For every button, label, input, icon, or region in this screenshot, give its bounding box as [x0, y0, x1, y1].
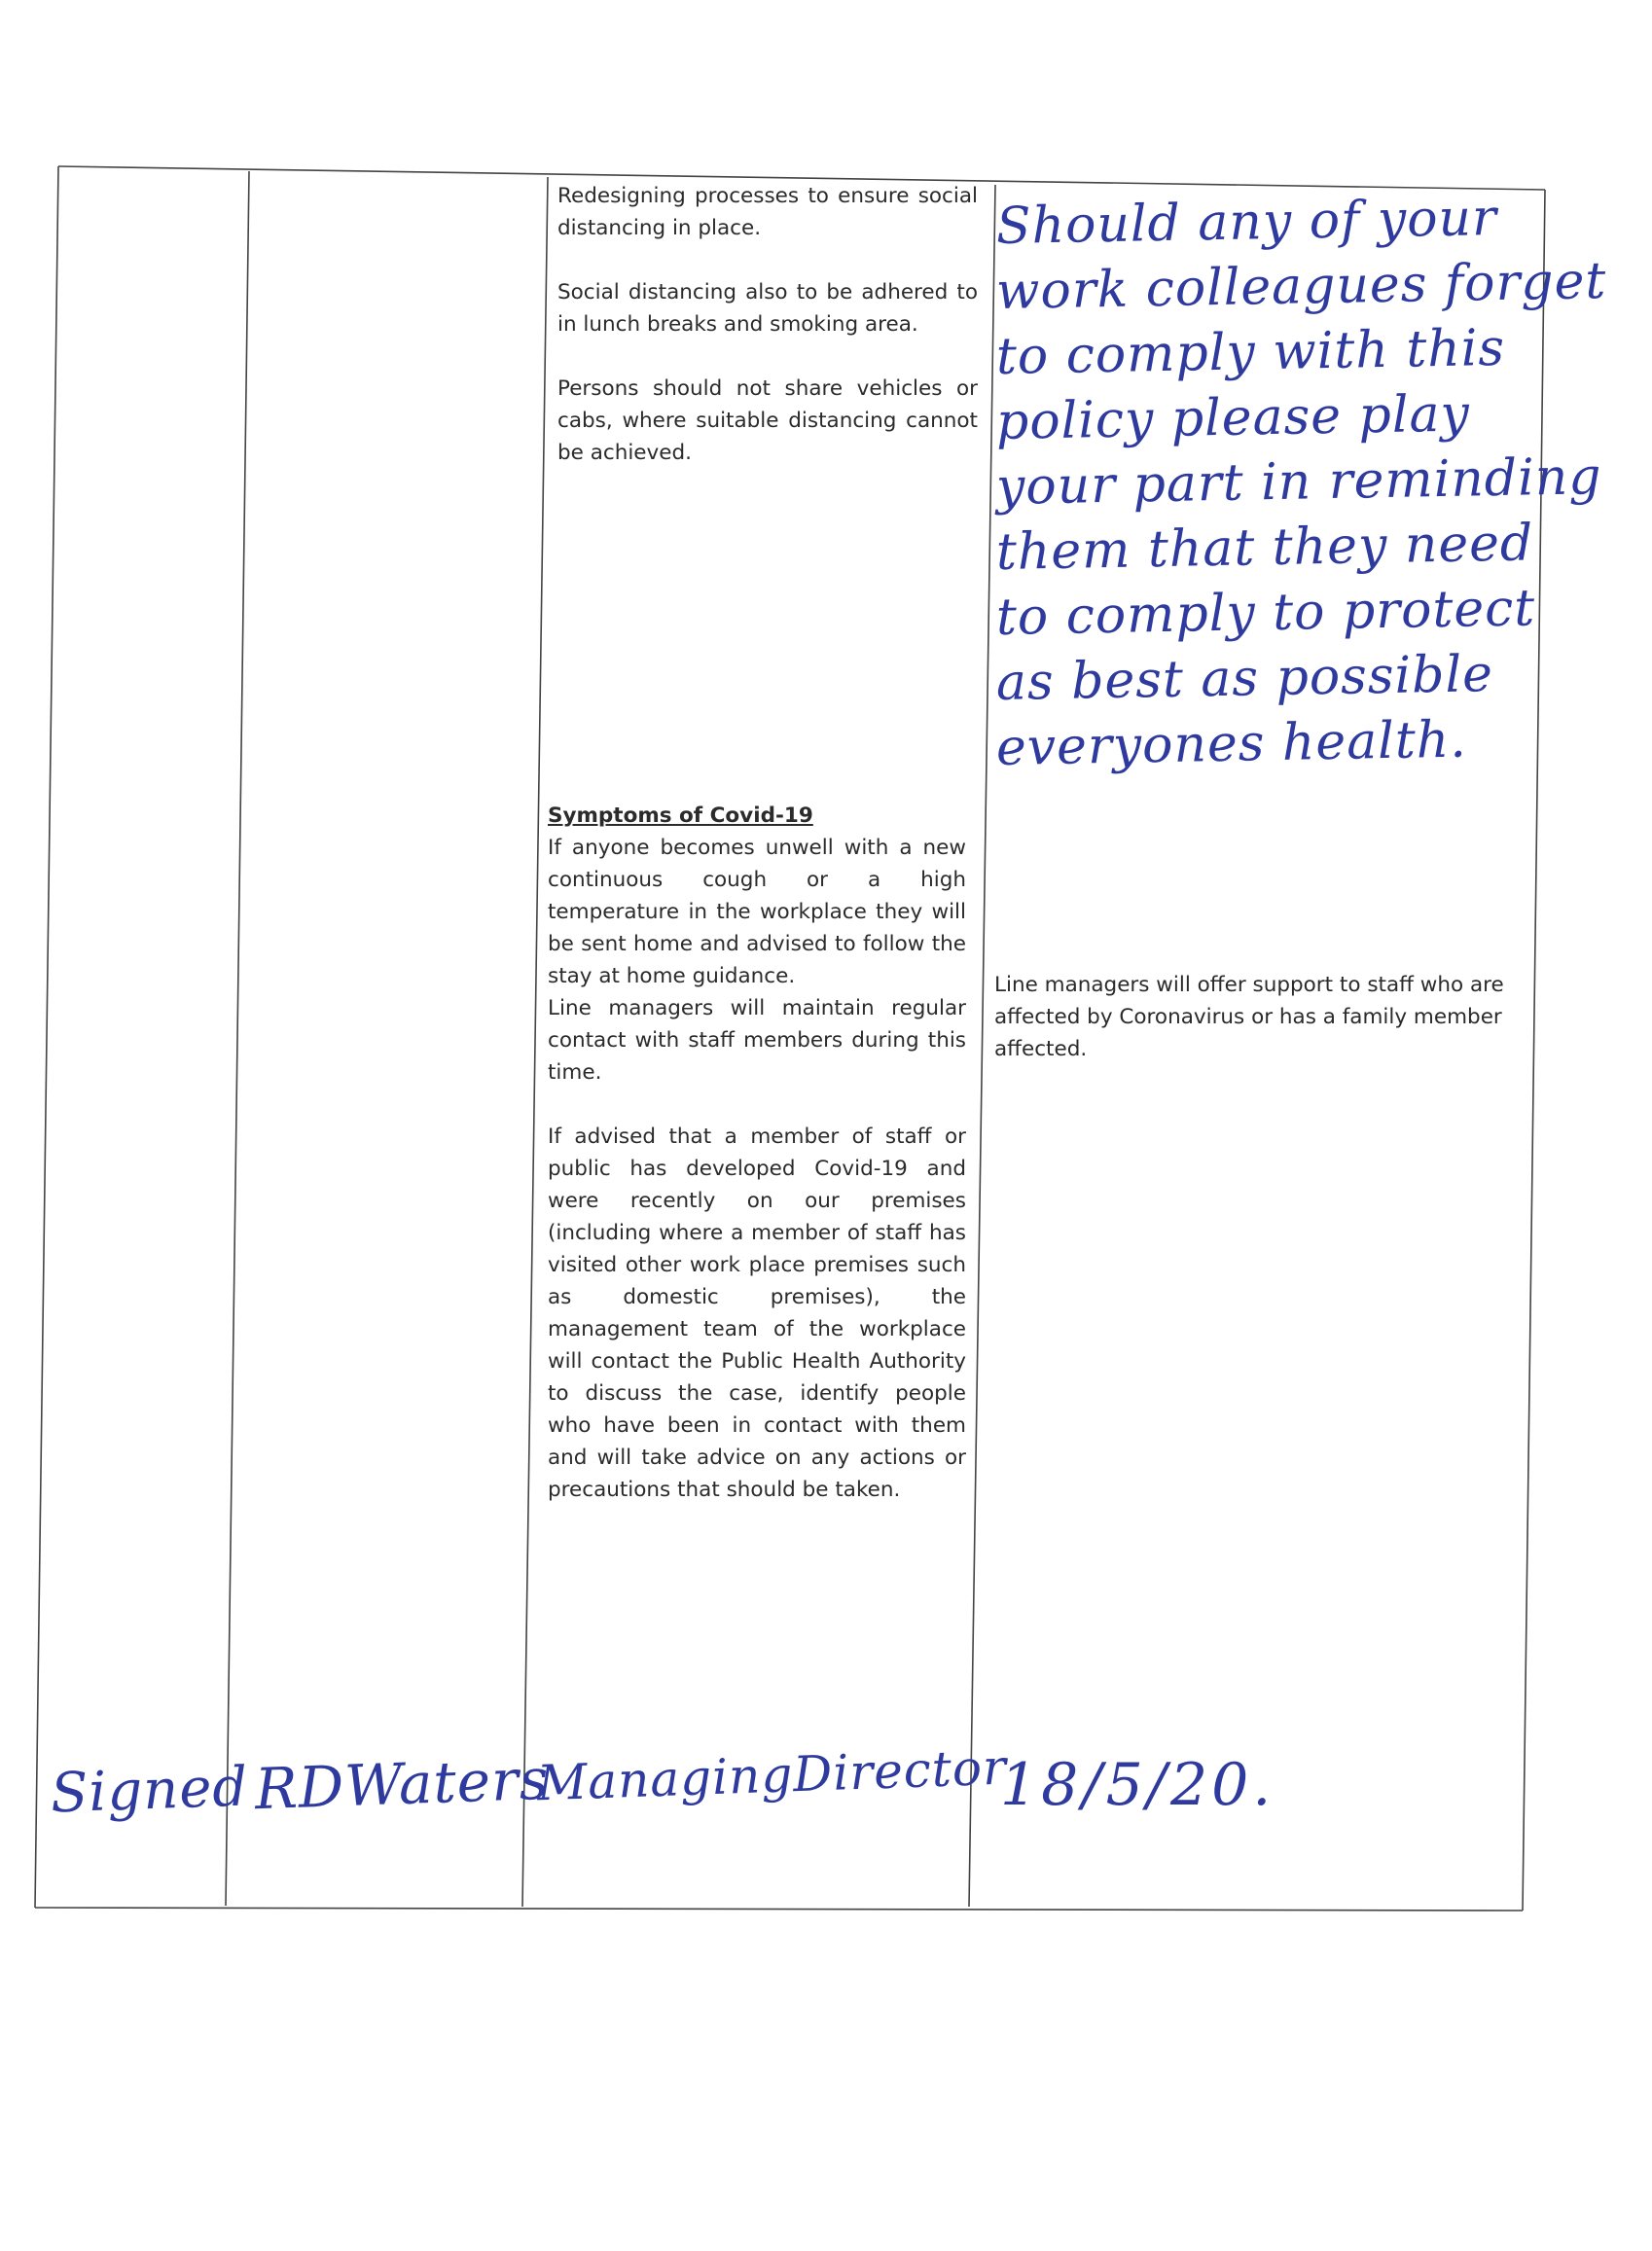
table-bottom-rule [35, 1908, 1523, 1911]
signed-label: Signed [49, 1755, 250, 1826]
symptoms-contact-text: Line managers will maintain regular contact with staff members during this time. [548, 996, 966, 1085]
column-divider-1 [226, 171, 249, 1906]
signature-date: 18/5/20. [1000, 1751, 1275, 1819]
handwritten-line: everyones health. [995, 710, 1468, 777]
cell-col3-top [557, 180, 978, 469]
process-redesign-text: Redesigning processes to ensure social distancing in place. [557, 184, 978, 240]
column-divider-2 [522, 177, 548, 1907]
breaks-distancing-text: Social distancing also to be adhered to in lunch breaks and smoking area. [557, 280, 978, 337]
handwritten-line: policy please play [995, 384, 1471, 451]
signature-name: RDWaters [253, 1745, 551, 1823]
handwritten-line: to comply to protect [995, 579, 1536, 647]
handwritten-line: to comply with this [995, 318, 1506, 386]
handwritten-line: as best as possible [995, 645, 1494, 712]
support-text: Line managers will offer support to staff who are affected by Coronavirus or has a family member affected. [994, 973, 1504, 1061]
table-left-rule [35, 166, 58, 1908]
symptoms-heading: Symptoms of Covid-19 [548, 804, 813, 828]
handwritten-line: your part in reminding [995, 447, 1602, 517]
handwritten-line: them that they need [995, 514, 1534, 582]
symptoms-unwell-text: If anyone becomes unwell with a new continuous cough or a high temperature in the workplace they will be sent home and advised to follow the stay at home guidance. [548, 836, 966, 988]
cell-col3-symptoms [548, 800, 966, 1506]
cell-col4-support [994, 969, 1520, 1065]
handwritten-note [995, 189, 1607, 781]
handwritten-line: Should any of your [995, 189, 1498, 256]
symptoms-advised-text: If advised that a member of staff or public has developed Covid-19 and were recently on our premises (including where a member of staff has visited other work place premises such as domestic premises), the management team of the workplace will contact the Public Health Authority to discuss the case, identify people who have been in contact with them and will take advice on any actions or precautions that should be taken. [548, 1125, 966, 1502]
vehicle-sharing-text: Persons should not share vehicles or cabs, where suitable distancing cannot be achieved. [557, 376, 978, 465]
handwritten-line: work colleagues forget [995, 252, 1607, 321]
signature-role: ManagingDirector [536, 1738, 1008, 1812]
